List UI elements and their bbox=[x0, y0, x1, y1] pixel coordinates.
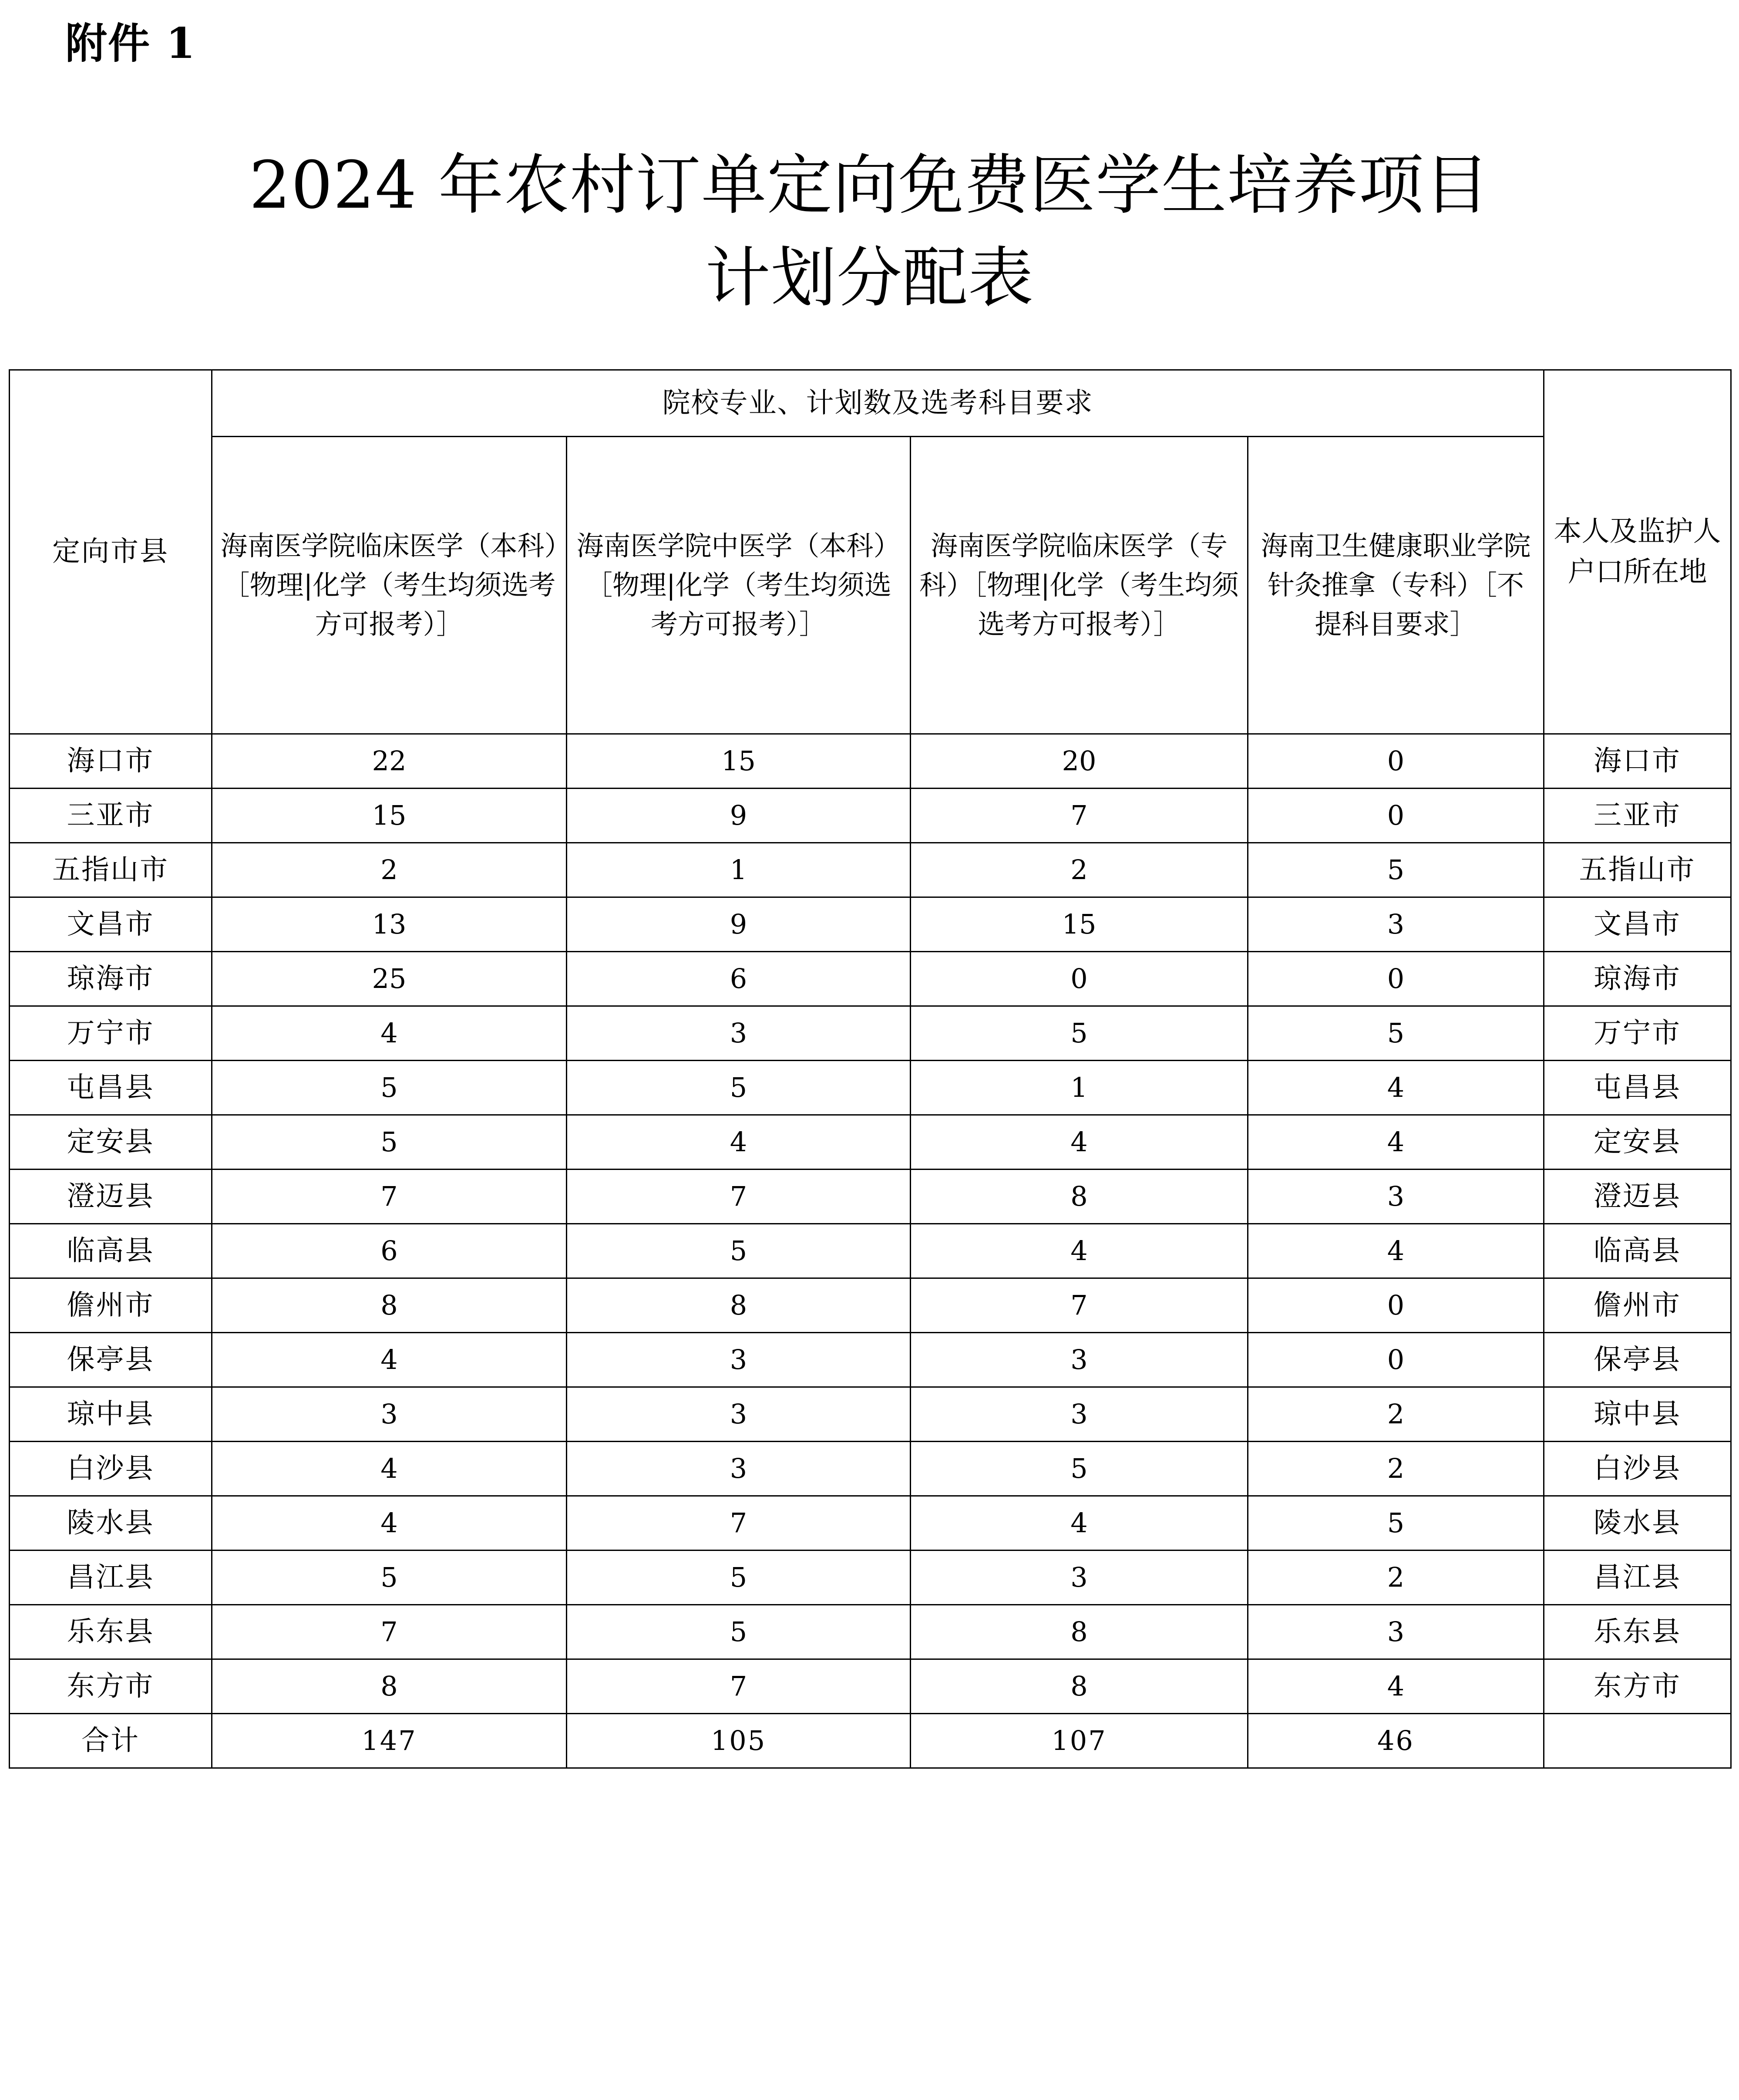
cell-household: 保亭县 bbox=[1544, 1333, 1731, 1387]
cell-household: 屯昌县 bbox=[1544, 1061, 1731, 1115]
cell-program-4: 0 bbox=[1248, 1278, 1544, 1333]
cell-program-1: 13 bbox=[212, 897, 567, 952]
header-directed-city-county: 定向市县 bbox=[10, 370, 212, 734]
cell-household: 海口市 bbox=[1544, 734, 1731, 789]
cell-region: 海口市 bbox=[10, 734, 212, 789]
header-program-4: 海南卫生健康职业学院针灸推拿（专科）［不提科目要求］ bbox=[1248, 437, 1544, 734]
plan-allocation-table bbox=[9, 369, 1732, 1769]
cell-program-4: 3 bbox=[1248, 1605, 1544, 1659]
cell-program-2: 8 bbox=[567, 1278, 911, 1333]
cell-program-1: 8 bbox=[212, 1659, 567, 1714]
cell-program-4: 4 bbox=[1248, 1659, 1544, 1714]
cell-program-3: 2 bbox=[911, 843, 1248, 897]
table-body bbox=[10, 734, 1731, 1768]
cell-program-1: 4 bbox=[212, 1006, 567, 1061]
cell-program-1: 7 bbox=[212, 1605, 567, 1659]
table-header-row-group bbox=[10, 370, 1731, 437]
cell-household: 乐东县 bbox=[1544, 1605, 1731, 1659]
cell-program-1: 5 bbox=[212, 1115, 567, 1170]
cell-program-3: 8 bbox=[911, 1659, 1248, 1714]
table-row bbox=[10, 1333, 1731, 1387]
cell-region: 屯昌县 bbox=[10, 1061, 212, 1115]
cell-program-2: 5 bbox=[567, 1061, 911, 1115]
cell-program-3: 4 bbox=[911, 1115, 1248, 1170]
header-program-3: 海南医学院临床医学（专科）［物理|化学（考生均须选考方可报考）］ bbox=[911, 437, 1248, 734]
table-row bbox=[10, 1170, 1731, 1224]
table-row bbox=[10, 1061, 1731, 1115]
cell-program-4: 3 bbox=[1248, 897, 1544, 952]
cell-program-4: 4 bbox=[1248, 1061, 1544, 1115]
cell-region: 昌江县 bbox=[10, 1551, 212, 1605]
cell-program-4: 3 bbox=[1248, 1170, 1544, 1224]
cell-program-1: 5 bbox=[212, 1551, 567, 1605]
cell-program-3: 15 bbox=[911, 897, 1248, 952]
cell-program-2: 5 bbox=[567, 1551, 911, 1605]
cell-program-4: 0 bbox=[1248, 952, 1544, 1006]
header-program-2: 海南医学院中医学（本科）［物理|化学（考生均须选考方可报考）］ bbox=[567, 437, 911, 734]
header-household-location: 本人及监护人户口所在地 bbox=[1544, 370, 1731, 734]
cell-program-2: 3 bbox=[567, 1387, 911, 1442]
table-row bbox=[10, 1442, 1731, 1496]
cell-household: 陵水县 bbox=[1544, 1496, 1731, 1551]
cell-program-2: 15 bbox=[567, 734, 911, 789]
cell-region: 乐东县 bbox=[10, 1605, 212, 1659]
cell-region: 琼海市 bbox=[10, 952, 212, 1006]
table-row bbox=[10, 952, 1731, 1006]
table-row bbox=[10, 1551, 1731, 1605]
cell-region: 琼中县 bbox=[10, 1387, 212, 1442]
cell-program-2: 5 bbox=[567, 1605, 911, 1659]
cell-household: 琼中县 bbox=[1544, 1387, 1731, 1442]
cell-total-program-4: 46 bbox=[1248, 1714, 1544, 1768]
cell-program-3: 8 bbox=[911, 1605, 1248, 1659]
cell-program-4: 0 bbox=[1248, 1333, 1544, 1387]
cell-household: 万宁市 bbox=[1544, 1006, 1731, 1061]
table-row bbox=[10, 1605, 1731, 1659]
cell-household: 文昌市 bbox=[1544, 897, 1731, 952]
cell-program-4: 4 bbox=[1248, 1224, 1544, 1278]
cell-program-4: 2 bbox=[1248, 1387, 1544, 1442]
cell-program-1: 7 bbox=[212, 1170, 567, 1224]
page-title-line-2: 计划分配表 bbox=[705, 240, 1034, 316]
cell-program-1: 15 bbox=[212, 789, 567, 843]
cell-total-household bbox=[1544, 1714, 1731, 1768]
cell-region: 文昌市 bbox=[10, 897, 212, 952]
table-row bbox=[10, 897, 1731, 952]
cell-household: 琼海市 bbox=[1544, 952, 1731, 1006]
cell-program-2: 7 bbox=[567, 1496, 911, 1551]
cell-program-3: 4 bbox=[911, 1224, 1248, 1278]
cell-program-1: 25 bbox=[212, 952, 567, 1006]
cell-program-3: 1 bbox=[911, 1061, 1248, 1115]
table-row bbox=[10, 843, 1731, 897]
cell-total-program-2: 105 bbox=[567, 1714, 911, 1768]
cell-program-3: 3 bbox=[911, 1551, 1248, 1605]
cell-program-3: 20 bbox=[911, 734, 1248, 789]
header-program-1: 海南医学院临床医学（本科）［物理|化学（考生均须选考方可报考）］ bbox=[212, 437, 567, 734]
cell-region: 陵水县 bbox=[10, 1496, 212, 1551]
cell-program-2: 7 bbox=[567, 1659, 911, 1714]
cell-program-2: 3 bbox=[567, 1006, 911, 1061]
cell-program-1: 22 bbox=[212, 734, 567, 789]
cell-program-4: 2 bbox=[1248, 1442, 1544, 1496]
cell-household: 儋州市 bbox=[1544, 1278, 1731, 1333]
cell-region: 五指山市 bbox=[10, 843, 212, 897]
cell-program-3: 8 bbox=[911, 1170, 1248, 1224]
cell-total-program-1: 147 bbox=[212, 1714, 567, 1768]
cell-program-3: 4 bbox=[911, 1496, 1248, 1551]
cell-program-2: 9 bbox=[567, 897, 911, 952]
cell-program-3: 7 bbox=[911, 1278, 1248, 1333]
cell-region: 三亚市 bbox=[10, 789, 212, 843]
cell-program-4: 5 bbox=[1248, 1006, 1544, 1061]
cell-program-1: 4 bbox=[212, 1333, 567, 1387]
table-header-row-programs bbox=[10, 437, 1731, 734]
cell-household: 五指山市 bbox=[1544, 843, 1731, 897]
cell-region: 澄迈县 bbox=[10, 1170, 212, 1224]
table-row bbox=[10, 1006, 1731, 1061]
cell-household: 定安县 bbox=[1544, 1115, 1731, 1170]
header-program-group: 院校专业、计划数及选考科目要求 bbox=[212, 370, 1544, 437]
plan-table-container bbox=[9, 369, 1730, 1769]
cell-program-3: 3 bbox=[911, 1387, 1248, 1442]
cell-program-1: 2 bbox=[212, 843, 567, 897]
cell-program-3: 3 bbox=[911, 1333, 1248, 1387]
cell-program-2: 7 bbox=[567, 1170, 911, 1224]
cell-region: 白沙县 bbox=[10, 1442, 212, 1496]
cell-region: 定安县 bbox=[10, 1115, 212, 1170]
cell-program-1: 5 bbox=[212, 1061, 567, 1115]
table-row bbox=[10, 1224, 1731, 1278]
table-row bbox=[10, 1659, 1731, 1714]
table-head bbox=[10, 370, 1731, 734]
cell-program-4: 4 bbox=[1248, 1115, 1544, 1170]
table-row bbox=[10, 1278, 1731, 1333]
table-total-row bbox=[10, 1714, 1731, 1768]
table-row bbox=[10, 734, 1731, 789]
cell-region: 万宁市 bbox=[10, 1006, 212, 1061]
table-row bbox=[10, 1496, 1731, 1551]
cell-program-2: 5 bbox=[567, 1224, 911, 1278]
cell-household: 澄迈县 bbox=[1544, 1170, 1731, 1224]
cell-region: 保亭县 bbox=[10, 1333, 212, 1387]
cell-program-4: 5 bbox=[1248, 843, 1544, 897]
cell-program-1: 4 bbox=[212, 1496, 567, 1551]
cell-total-label: 合计 bbox=[10, 1714, 212, 1768]
cell-program-3: 5 bbox=[911, 1006, 1248, 1061]
cell-household: 东方市 bbox=[1544, 1659, 1731, 1714]
cell-household: 三亚市 bbox=[1544, 789, 1731, 843]
cell-program-2: 3 bbox=[567, 1442, 911, 1496]
cell-region: 儋州市 bbox=[10, 1278, 212, 1333]
cell-household: 白沙县 bbox=[1544, 1442, 1731, 1496]
cell-program-1: 3 bbox=[212, 1387, 567, 1442]
cell-region: 东方市 bbox=[10, 1659, 212, 1714]
cell-program-2: 9 bbox=[567, 789, 911, 843]
cell-program-2: 6 bbox=[567, 952, 911, 1006]
cell-program-1: 8 bbox=[212, 1278, 567, 1333]
cell-program-4: 5 bbox=[1248, 1496, 1544, 1551]
cell-region: 临高县 bbox=[10, 1224, 212, 1278]
cell-program-2: 4 bbox=[567, 1115, 911, 1170]
cell-program-4: 2 bbox=[1248, 1551, 1544, 1605]
cell-program-3: 0 bbox=[911, 952, 1248, 1006]
cell-program-1: 4 bbox=[212, 1442, 567, 1496]
cell-program-2: 1 bbox=[567, 843, 911, 897]
cell-program-4: 0 bbox=[1248, 789, 1544, 843]
cell-household: 临高县 bbox=[1544, 1224, 1731, 1278]
cell-total-program-3: 107 bbox=[911, 1714, 1248, 1768]
attachment-label: 附件 1 bbox=[65, 19, 196, 68]
page-title bbox=[0, 139, 1739, 325]
cell-program-1: 6 bbox=[212, 1224, 567, 1278]
cell-household: 昌江县 bbox=[1544, 1551, 1731, 1605]
table-row bbox=[10, 789, 1731, 843]
table-row bbox=[10, 1387, 1731, 1442]
cell-program-3: 5 bbox=[911, 1442, 1248, 1496]
table-row bbox=[10, 1115, 1731, 1170]
cell-program-3: 7 bbox=[911, 789, 1248, 843]
cell-program-4: 0 bbox=[1248, 734, 1544, 789]
page-title-line-1: 2024 年农村订单定向免费医学生培养项目 bbox=[249, 148, 1490, 223]
cell-program-2: 3 bbox=[567, 1333, 911, 1387]
